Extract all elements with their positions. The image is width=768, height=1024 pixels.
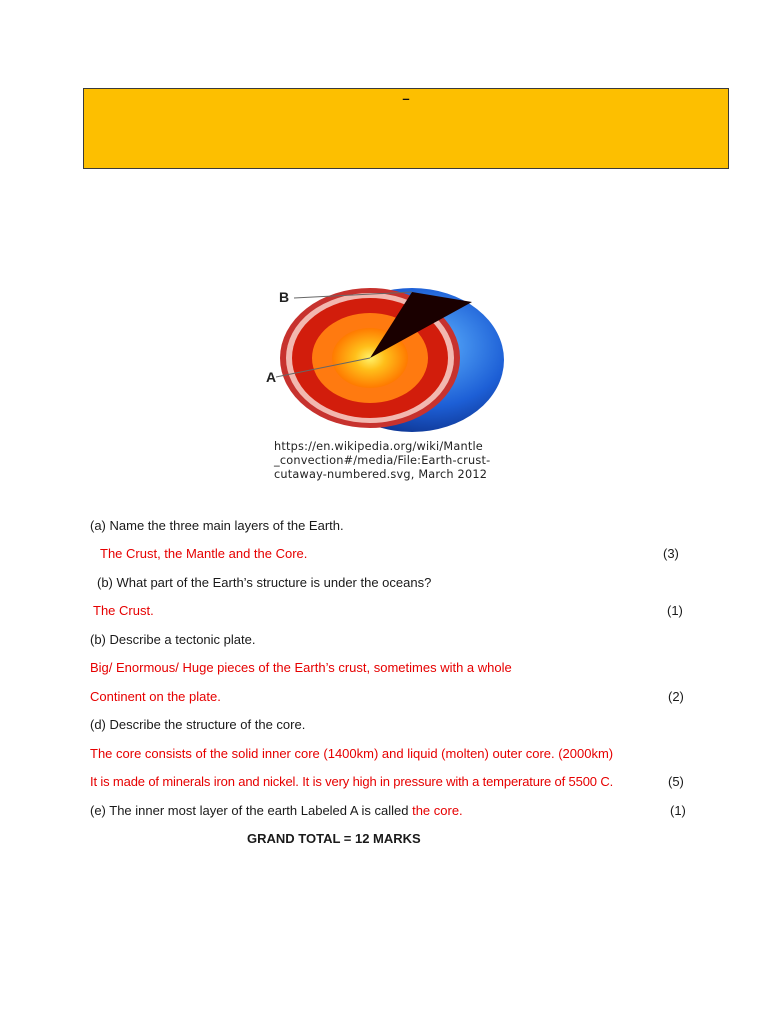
image-source-caption	[274, 440, 584, 482]
answer-e: the core.	[412, 803, 463, 818]
caption-line: cutaway-numbered.svg, March 2012	[274, 468, 488, 481]
question-d: (d) Describe the structure of the core.	[90, 717, 306, 732]
question-b-oceans: (b) What part of the Earth’s structure is under the oceans?	[97, 575, 432, 590]
marks-b-tectonic: (2)	[668, 689, 684, 704]
question-a: (a) Name the three main layers of the Earth.	[90, 518, 344, 533]
label-b: B	[279, 289, 290, 305]
question-b-tectonic: (b) Describe a tectonic plate.	[90, 632, 256, 647]
answer-b-oceans: The Crust.	[93, 603, 154, 618]
caption-line: https://en.wikipedia.org/wiki/Mantle	[274, 440, 483, 453]
marks-d: (5)	[668, 774, 684, 789]
answer-b-tectonic-line2: Continent on the plate.	[90, 689, 221, 704]
question-e-text: (e) The inner most layer of the earth Labeled A is called	[90, 803, 409, 818]
marks-e: (1)	[670, 803, 686, 818]
grand-total: GRAND TOTAL = 12 MARKS	[247, 831, 421, 846]
question-e	[90, 803, 463, 819]
title-banner	[83, 88, 729, 169]
marks-a: (3)	[663, 546, 679, 561]
banner-dash: –	[402, 91, 410, 106]
answer-a: The Crust, the Mantle and the Core.	[100, 546, 308, 561]
answer-b-tectonic-line1: Big/ Enormous/ Huge pieces of the Earth’s crust, sometimes with a whole	[90, 660, 512, 675]
answer-d-line1: The core consists of the solid inner core (1400km) and liquid (molten) outer core. (2000km)	[90, 746, 614, 761]
answer-d-line2: It is made of minerals iron and nickel. It is very high in pressure with a temperature of 5500 C.	[90, 774, 614, 789]
label-a: A	[266, 369, 277, 385]
caption-line: _convection#/media/File:Earth-crust-	[274, 454, 491, 467]
marks-b-oceans: (1)	[667, 603, 683, 618]
